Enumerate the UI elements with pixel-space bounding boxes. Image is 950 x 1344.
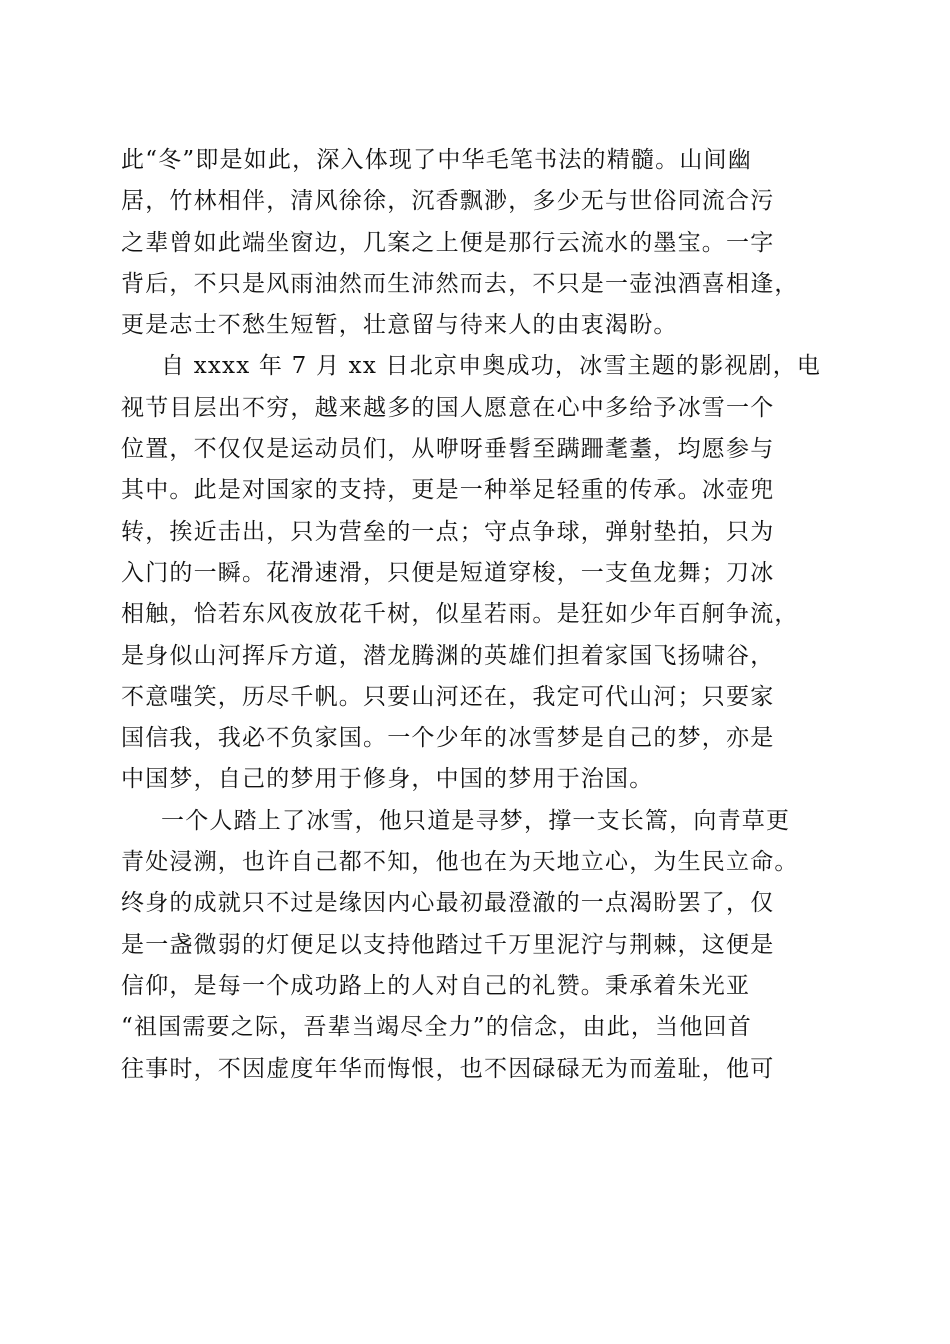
text-line: 青处浸溯，也许自己都不知，他也在为天地立心，为生民立命。: [121, 849, 799, 876]
text-line: 往事时，不因虚度年华而悔恨，也不因碌碌无为而羞耻，他可: [121, 1055, 775, 1082]
text-line: 更是志士不愁生短暂，壮意留与待来人的由衷渴盼。: [121, 312, 678, 339]
text-line: 国信我，我必不负家国。一个少年的冰雪梦是自己的梦，亦是: [121, 725, 775, 752]
text-line: 此“冬”即是如此，深入体现了中华毛笔书法的精髓。山间幽: [121, 147, 752, 173]
paragraph-start-line: 一个人踏上了冰雪，他只道是寻梦，撑一支长篙，向青草更: [161, 807, 791, 834]
paragraph-start-line: 自 xxxx 年 7 月 xx 日北京申奥成功，冰雪主题的影视剧，电: [161, 353, 822, 380]
text-line: 位置，不仅仅是运动员们，从咿呀垂髫至蹒跚耄耋，均愿参与: [121, 436, 775, 463]
text-line: 之辈曾如此端坐窗边，几案之上便是那行云流水的墨宝。一字: [121, 229, 775, 256]
body-text: [121, 140, 833, 1090]
text-line: 其中。此是对国家的支持，更是一种举足轻重的传承。冰壶兜: [121, 477, 775, 504]
text-line: 相触，恰若东风夜放花千树，似星若雨。是狂如少年百舸争流，: [121, 601, 799, 628]
text-line: 是身似山河挥斥方道，潜龙腾渊的英雄们担着家国飞扬啸谷，: [121, 642, 775, 669]
text-line: 居，竹林相伴，清风徐徐，沉香飘渺，多少无与世俗同流合污: [121, 188, 775, 215]
text-line: “祖国需要之际，吾辈当竭尽全力”的信念，由此，当他回首: [121, 1014, 752, 1041]
text-line: 是一盏微弱的灯便足以支持他踏过千万里泥泞与荆棘，这便是: [121, 931, 775, 958]
text-line: 不意嗤笑，历尽千帆。只要山河还在，我定可代山河；只要家: [121, 683, 775, 710]
text-line: 背后，不只是风雨油然而生沛然而去，不只是一壶浊酒喜相逢，: [121, 270, 799, 297]
text-line: 终身的成就只不过是缘因内心最初最澄澈的一点渴盼罢了，仅: [121, 890, 775, 917]
text-line: 视节目层出不穷，越来越多的国人愿意在心中多给予冰雪一个: [121, 394, 775, 421]
text-line: 转，挨近击出，只为营垒的一点；守点争球，弹射垫拍，只为: [121, 518, 775, 545]
text-line: 入门的一瞬。花滑速滑，只便是短道穿梭，一支鱼龙舞；刀冰: [121, 559, 775, 586]
text-line: 中国梦，自己的梦用于修身，中国的梦用于治国。: [121, 766, 654, 793]
text-line: 信仰，是每一个成功路上的人对自己的礼赞。秉承着朱光亚: [121, 972, 751, 999]
